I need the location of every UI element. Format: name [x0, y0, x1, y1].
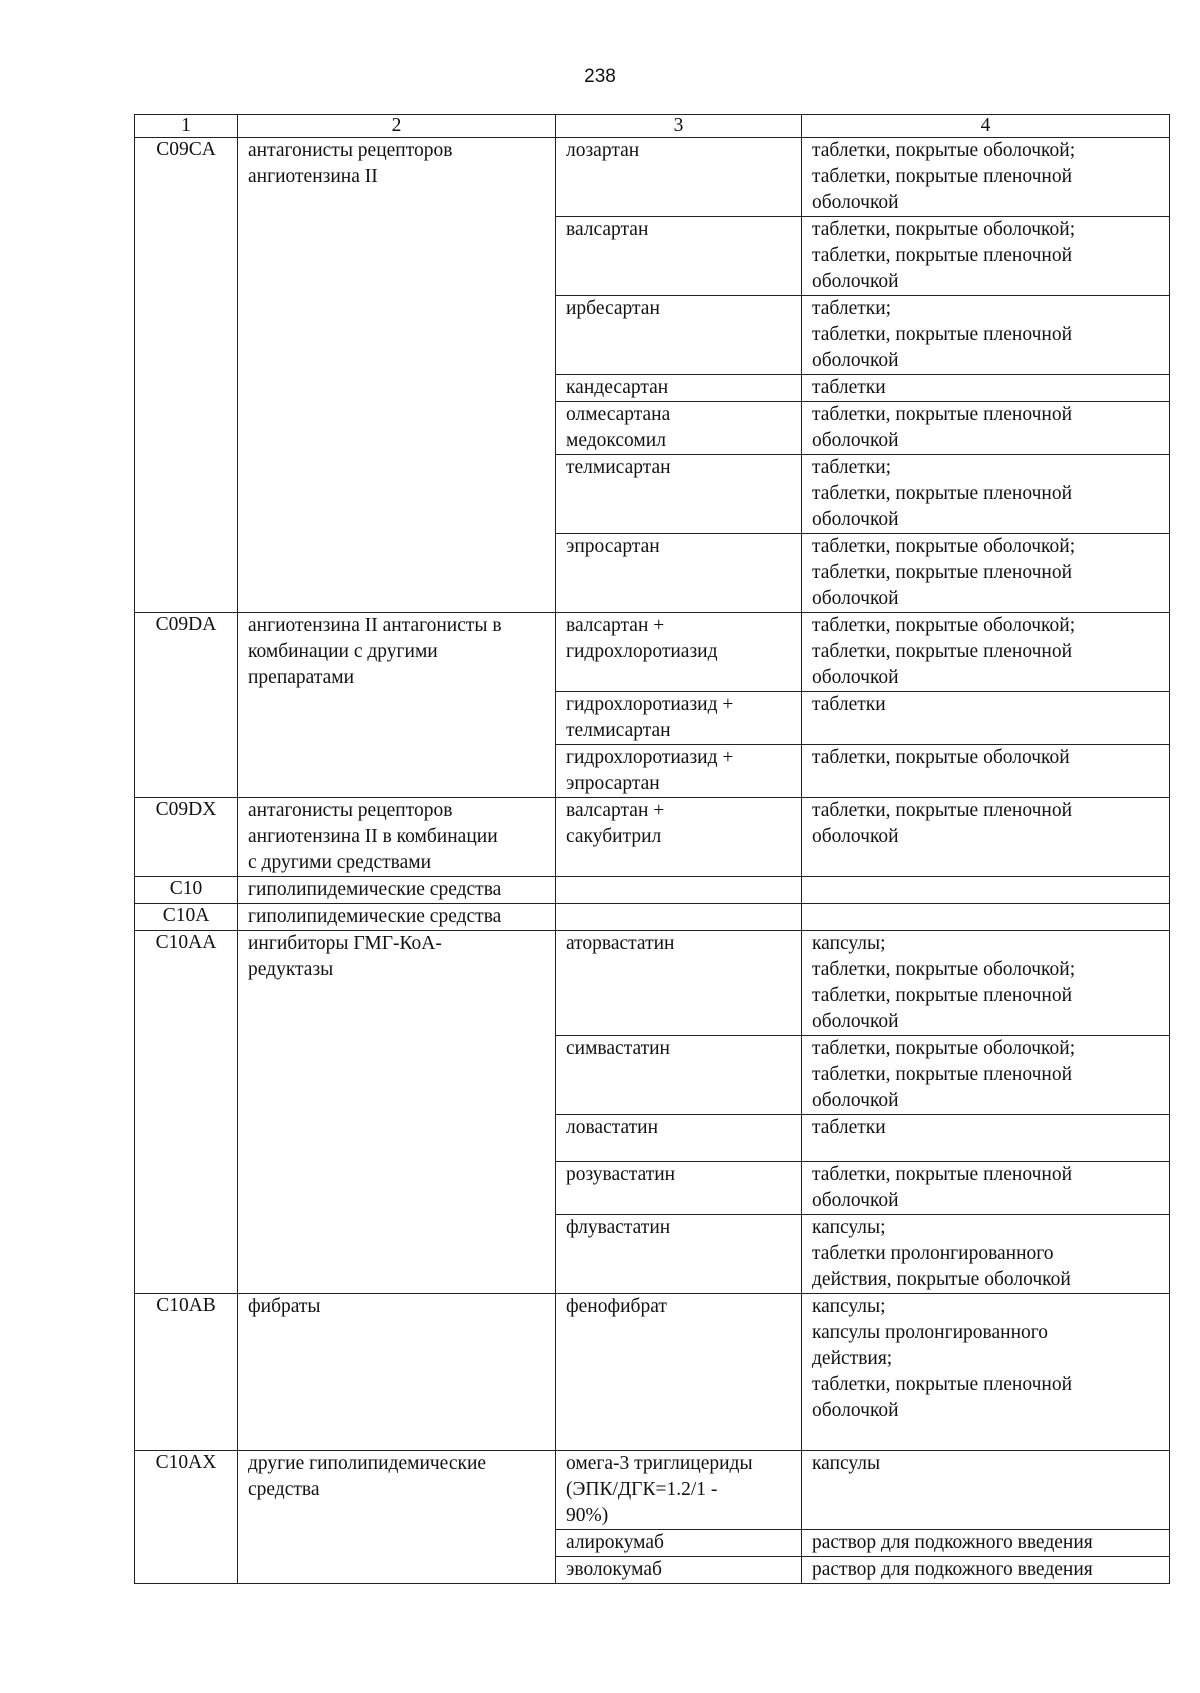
drug-name	[556, 375, 802, 402]
dosage-form-line: таблетки, покрытые пленочной	[812, 483, 1073, 504]
dosage-form-line: таблетки, покрытые оболочкой;	[812, 536, 1076, 557]
drug-name	[556, 745, 802, 798]
dosage-form	[802, 904, 1170, 931]
dosage-form	[802, 745, 1170, 798]
dosage-form	[802, 1162, 1170, 1215]
dosage-form-line: таблетки;	[812, 457, 892, 478]
header-row	[135, 115, 1170, 138]
group-name	[238, 613, 556, 798]
drug-name	[556, 1215, 802, 1294]
drug-name-line: фенофибрат	[566, 1296, 667, 1317]
dosage-form-line: действия;	[812, 1348, 893, 1369]
table-row	[135, 138, 1170, 217]
group-name	[238, 138, 556, 613]
dosage-form	[802, 613, 1170, 692]
group-name	[238, 904, 556, 931]
drug-name	[556, 534, 802, 613]
drug-name-line: телмисартан	[566, 457, 671, 478]
table-row	[135, 877, 1170, 904]
group-name-line: антагонисты рецепторов	[248, 800, 453, 821]
drug-name	[556, 217, 802, 296]
dosage-form-line: оболочкой	[812, 1400, 899, 1421]
drug-name-line: валсартан +	[566, 615, 665, 636]
dosage-form	[802, 1294, 1170, 1451]
dosage-form	[802, 455, 1170, 534]
drug-name	[556, 904, 802, 931]
drug-name-line: аторвастатин	[566, 933, 675, 954]
drug-name-line: валсартан	[566, 219, 649, 240]
dosage-form	[802, 1557, 1170, 1584]
drug-name-line: розувастатин	[566, 1164, 676, 1185]
drug-name	[556, 1557, 802, 1584]
dosage-form-line: таблетки	[812, 1117, 886, 1138]
dosage-form-line: оболочкой	[812, 509, 899, 530]
dosage-form-line: таблетки;	[812, 298, 892, 319]
drug-name-line: (ЭПК/ДГК=1.2/1 -	[566, 1479, 718, 1500]
dosage-form-line: оболочкой	[812, 1011, 899, 1032]
atc-code: C09CA	[135, 138, 238, 613]
dosage-form-line: таблетки, покрытые пленочной	[812, 324, 1073, 345]
dosage-form-line: таблетки, покрытые оболочкой;	[812, 140, 1076, 161]
dosage-form-line: оболочкой	[812, 430, 899, 451]
dosage-form-line: раствор для подкожного введения	[812, 1559, 1093, 1580]
dosage-form-line: таблетки, покрытые оболочкой;	[812, 219, 1076, 240]
dosage-form	[802, 1530, 1170, 1557]
page-number: 238	[584, 66, 616, 87]
dosage-form	[802, 1036, 1170, 1115]
dosage-form-line: таблетки, покрытые оболочкой;	[812, 615, 1076, 636]
dosage-form	[802, 375, 1170, 402]
drug-name-line: сакубитрил	[566, 826, 662, 847]
dosage-form	[802, 217, 1170, 296]
dosage-form-line: таблетки, покрытые оболочкой	[812, 747, 1070, 768]
dosage-form	[802, 402, 1170, 455]
drug-name-line: 90%)	[566, 1505, 609, 1526]
drug-name-line: симвастатин	[566, 1038, 670, 1059]
atc-code: C09DX	[135, 798, 238, 877]
dosage-form-line: капсулы;	[812, 1296, 886, 1317]
drug-name-line: эпросартан	[566, 773, 660, 794]
dosage-form	[802, 1215, 1170, 1294]
drug-name	[556, 1451, 802, 1530]
dosage-form	[802, 877, 1170, 904]
drug-name-line: телмисартан	[566, 720, 671, 741]
drug-name-line: эпросартан	[566, 536, 660, 557]
drug-name-line: алирокумаб	[566, 1532, 664, 1553]
table-row	[135, 931, 1170, 1036]
cell-spacer	[812, 1424, 1161, 1450]
atc-code: C10AX	[135, 1451, 238, 1584]
drug-name-line: ирбесартан	[566, 298, 660, 319]
dosage-form-line: таблетки, покрытые пленочной	[812, 404, 1073, 425]
table-row	[135, 613, 1170, 692]
atc-code: C10AB	[135, 1294, 238, 1451]
dosage-form-line: таблетки, покрытые пленочной	[812, 562, 1073, 583]
drug-name-line: валсартан +	[566, 800, 665, 821]
group-name-line: комбинации с другими	[248, 641, 438, 662]
table-row	[135, 1451, 1170, 1530]
drug-name-line: кандесартан	[566, 377, 669, 398]
drug-name-line: гидрохлоротиазид	[566, 641, 718, 662]
drug-name	[556, 798, 802, 877]
drug-name	[556, 613, 802, 692]
dosage-form-line: оболочкой	[812, 588, 899, 609]
group-name-line: ангиотензина II	[248, 166, 378, 187]
group-name	[238, 931, 556, 1294]
dosage-form	[802, 1115, 1170, 1162]
group-name-line: гиполипидемические средства	[248, 906, 502, 927]
drug-name	[556, 931, 802, 1036]
dosage-form-line: капсулы;	[812, 933, 886, 954]
group-name-line: редуктазы	[248, 959, 334, 980]
dosage-form-line: оболочкой	[812, 826, 899, 847]
drug-name-line: гидрохлоротиазид +	[566, 747, 734, 768]
dosage-form-line: оболочкой	[812, 667, 899, 688]
drug-name	[556, 1162, 802, 1215]
dosage-form-line: таблетки пролонгированного	[812, 1243, 1054, 1264]
drug-name-line: медоксомил	[566, 430, 666, 451]
dosage-form-line: таблетки, покрытые пленочной	[812, 985, 1073, 1006]
dosage-form	[802, 798, 1170, 877]
dosage-form-line: таблетки	[812, 694, 886, 715]
atc-code: C09DA	[135, 613, 238, 798]
drug-name	[556, 692, 802, 745]
dosage-form	[802, 692, 1170, 745]
dosage-form-line: таблетки, покрытые пленочной	[812, 800, 1073, 821]
group-name-line: с другими средствами	[248, 852, 432, 873]
dosage-form-line: оболочкой	[812, 192, 899, 213]
drug-name-line: олмесартана	[566, 404, 671, 425]
cell-spacer	[812, 1141, 1161, 1161]
dosage-form-line: оболочкой	[812, 350, 899, 371]
group-name-line: ингибиторы ГМГ-КоА-	[248, 933, 442, 954]
drug-name	[556, 877, 802, 904]
column-header-1: 1	[135, 115, 238, 138]
drug-name-line: омега-3 триглицериды	[566, 1453, 753, 1474]
dosage-form-line: таблетки, покрытые пленочной	[812, 1064, 1073, 1085]
drug-name-line: флувастатин	[566, 1217, 671, 1238]
group-name	[238, 1294, 556, 1451]
drug-name	[556, 1530, 802, 1557]
dosage-form-line: таблетки, покрытые пленочной	[812, 641, 1073, 662]
table-body	[135, 115, 1170, 1584]
drug-name-line: гидрохлоротиазид +	[566, 694, 734, 715]
drug-table	[134, 114, 1170, 1584]
drug-name	[556, 1115, 802, 1162]
column-header-4: 4	[802, 115, 1170, 138]
dosage-form-line: раствор для подкожного введения	[812, 1532, 1093, 1553]
drug-name	[556, 402, 802, 455]
drug-name-line: лозартан	[566, 140, 640, 161]
table-row	[135, 1294, 1170, 1451]
dosage-form-line: таблетки, покрытые пленочной	[812, 245, 1073, 266]
column-header-2: 2	[238, 115, 556, 138]
dosage-form-line: действия, покрытые оболочкой	[812, 1269, 1071, 1290]
atc-code: C10AA	[135, 931, 238, 1294]
dosage-form	[802, 1451, 1170, 1530]
dosage-form-line: капсулы;	[812, 1217, 886, 1238]
dosage-form-line: таблетки, покрытые оболочкой;	[812, 959, 1076, 980]
dosage-form	[802, 931, 1170, 1036]
group-name	[238, 798, 556, 877]
group-name-line: средства	[248, 1479, 320, 1500]
dosage-form-line: таблетки	[812, 377, 886, 398]
atc-code: C10	[135, 877, 238, 904]
group-name-line: ангиотензина II в комбинации	[248, 826, 498, 847]
dosage-form-line: таблетки, покрытые оболочкой;	[812, 1038, 1076, 1059]
dosage-form-line: капсулы пролонгированного	[812, 1322, 1049, 1343]
column-header-3: 3	[556, 115, 802, 138]
drug-name-line: ловастатин	[566, 1117, 659, 1138]
group-name-line: ангиотензина II антагонисты в	[248, 615, 502, 636]
dosage-form	[802, 534, 1170, 613]
table-row	[135, 798, 1170, 877]
drug-name	[556, 455, 802, 534]
dosage-form	[802, 138, 1170, 217]
group-name-line: другие гиполипидемические	[248, 1453, 487, 1474]
dosage-form-line: капсулы	[812, 1453, 881, 1474]
dosage-form	[802, 296, 1170, 375]
drug-name	[556, 1036, 802, 1115]
drug-name	[556, 138, 802, 217]
group-name-line: антагонисты рецепторов	[248, 140, 453, 161]
group-name-line: препаратами	[248, 667, 355, 688]
atc-code: C10A	[135, 904, 238, 931]
drug-name-line: эволокумаб	[566, 1559, 662, 1580]
dosage-form-line: таблетки, покрытые пленочной	[812, 1164, 1073, 1185]
dosage-form-line: таблетки, покрытые пленочной	[812, 166, 1073, 187]
drug-name	[556, 1294, 802, 1451]
table-row	[135, 904, 1170, 931]
dosage-form-line: оболочкой	[812, 1190, 899, 1211]
dosage-form-line: таблетки, покрытые пленочной	[812, 1374, 1073, 1395]
group-name-line: гиполипидемические средства	[248, 879, 502, 900]
drug-name	[556, 296, 802, 375]
group-name	[238, 877, 556, 904]
group-name	[238, 1451, 556, 1584]
dosage-form-line: оболочкой	[812, 1090, 899, 1111]
dosage-form-line: оболочкой	[812, 271, 899, 292]
group-name-line: фибраты	[248, 1296, 321, 1317]
